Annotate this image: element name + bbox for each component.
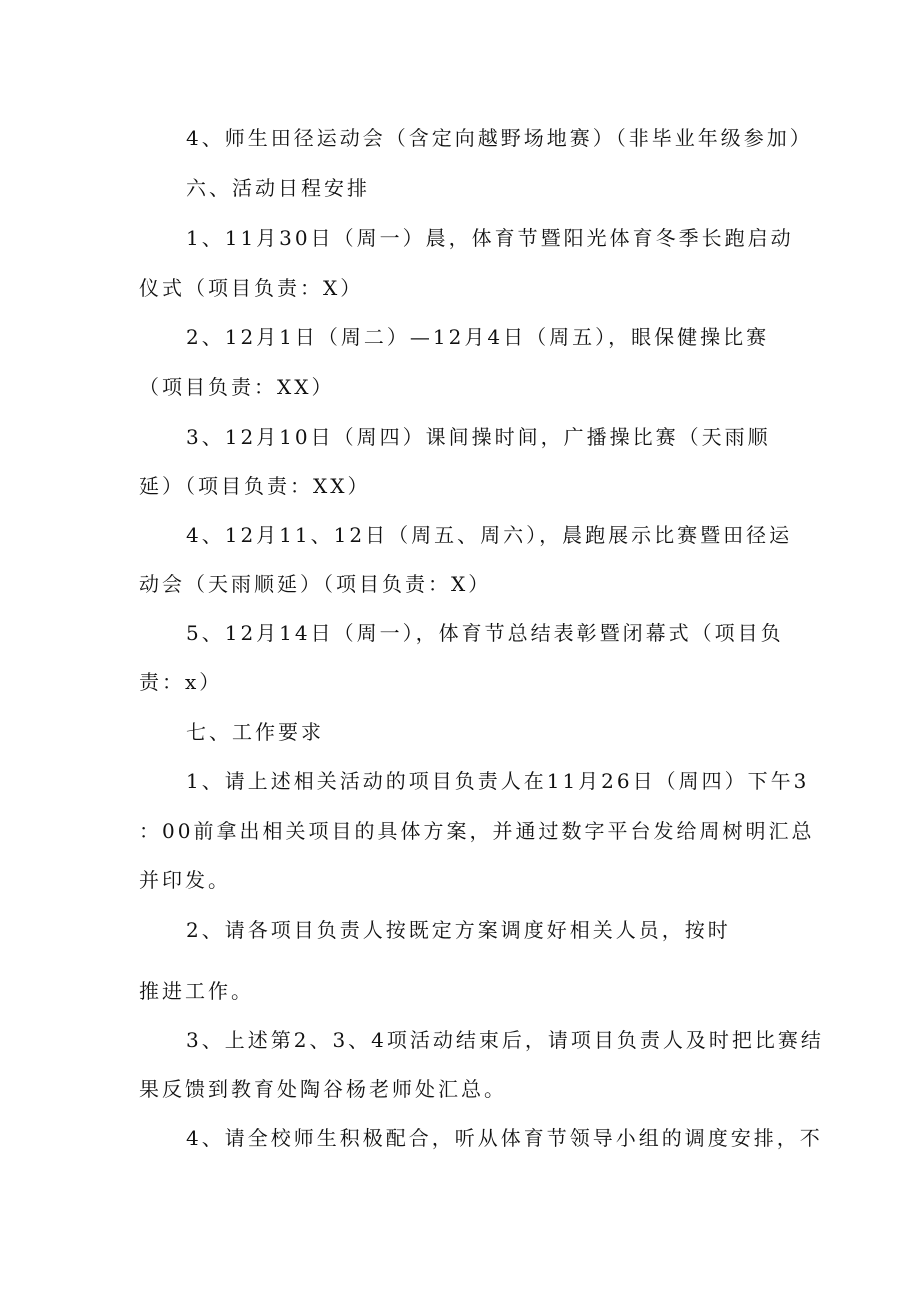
requirement-3-line-2: 果反馈到教育处陶谷杨老师处汇总。 — [139, 1077, 507, 1101]
schedule-item-2-line-2: （项目负责：XX） — [139, 375, 335, 399]
schedule-item-5-line-1: 5、12月14日（周一），体育节总结表彰暨闭幕式（项目负 — [186, 621, 784, 645]
requirement-3-line-1: 3、上述第2、3、4项活动结束后，请项目负责人及时把比赛结 — [186, 1028, 824, 1052]
schedule-item-1-line-1: 1、11月30日（周一）晨，体育节暨阳光体育冬季长跑启动 — [186, 226, 794, 250]
section-7-heading: 七、工作要求 — [186, 720, 324, 744]
requirement-2-line-2: 推进工作。 — [139, 979, 254, 1003]
requirement-1-line-3: 并印发。 — [139, 868, 231, 892]
requirement-1-line-2: ：00前拿出相关项目的具体方案，并通过数字平台发给周树明汇总 — [139, 819, 815, 843]
schedule-item-4-line-1: 4、12月11、12日（周五、周六），晨跑展示比赛暨田径运 — [186, 523, 793, 547]
schedule-item-1-line-2: 仪式（项目负责：X） — [139, 276, 364, 300]
requirement-1-line-1: 1、请上述相关活动的项目负责人在11月26日（周四）下午3 — [186, 769, 810, 793]
schedule-item-5-line-2: 责：x） — [139, 670, 223, 694]
requirement-4-line-1: 4、请全校师生积极配合，听从体育节领导小组的调度安排，不 — [186, 1126, 823, 1150]
schedule-item-4-line-2: 动会（天雨顺延）（项目负责：X） — [139, 572, 492, 596]
section-6-heading: 六、活动日程安排 — [186, 176, 370, 200]
requirement-2-line-1: 2、请各项目负责人按既定方案调度好相关人员，按时 — [186, 918, 731, 942]
schedule-item-2-line-1: 2、12月1日（周二）—12月4日（周五），眼保健操比赛 — [186, 325, 770, 349]
item-4-track-meet: 4、师生田径运动会（含定向越野场地赛）（非毕业年级参加） — [186, 126, 813, 150]
schedule-item-3-line-2: 延）（项目负责：XX） — [139, 474, 371, 498]
schedule-item-3-line-1: 3、12月10日（周四）课间操时间，广播操比赛（天雨顺 — [186, 425, 771, 449]
